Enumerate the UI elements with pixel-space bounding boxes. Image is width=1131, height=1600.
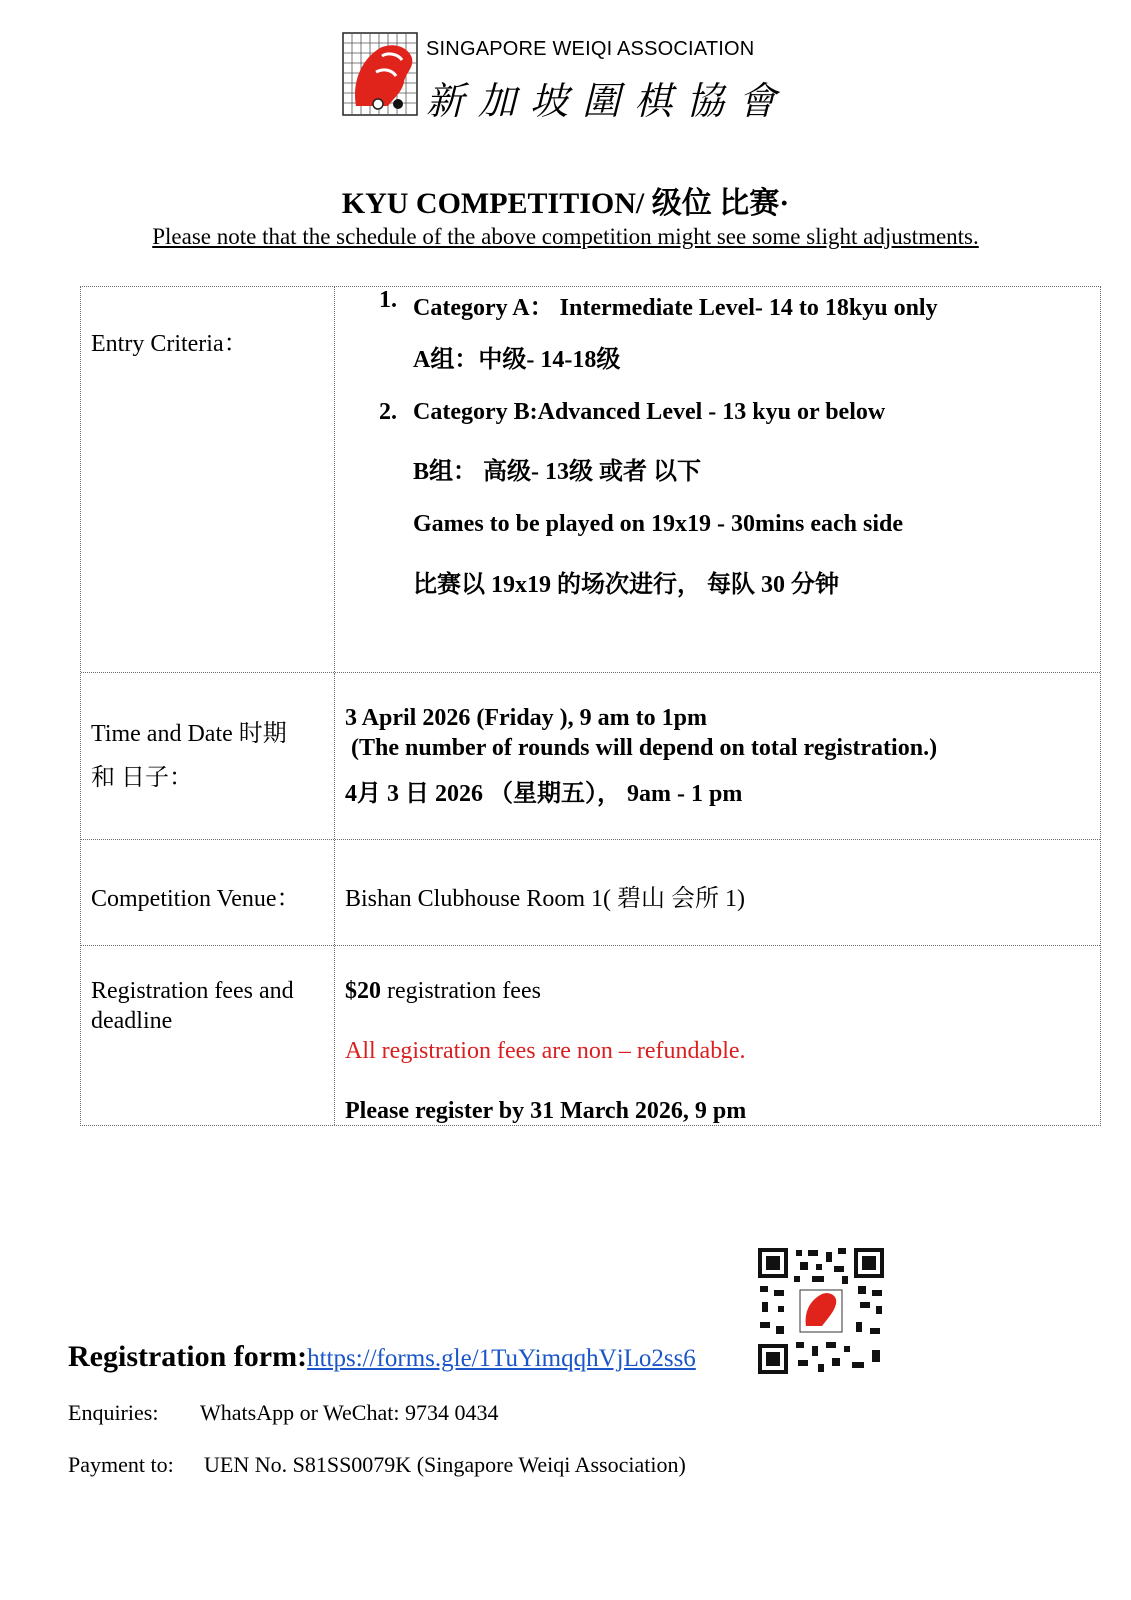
fee-amount-line: [345, 978, 541, 1005]
category-b-number: 2.: [379, 399, 397, 425]
event-date-time: 3 April 2026 (Friday ), 9 am to 1pm: [345, 705, 707, 731]
event-date-time-zh: 4月 3 日 2026 （星期五）， 9am - 1 pm: [345, 781, 743, 807]
registration-form-link[interactable]: https://forms.gle/1TuYimqqhVjLo2ss6: [307, 1345, 696, 1372]
entry-criteria-label-cell: [81, 287, 335, 672]
enquiries-label: Enquiries:: [68, 1400, 159, 1425]
category-a-text-zh: A组：中级- 14-18级: [413, 347, 621, 373]
venue-value-cell: [335, 840, 1100, 945]
enquiries-line: [68, 1400, 499, 1426]
payment-line: [68, 1452, 686, 1478]
venue-label-cell: [81, 840, 335, 945]
entry-criteria-label: Entry Criteria：: [91, 331, 248, 357]
category-a-number: 1.: [379, 287, 397, 313]
association-name-en: SINGAPORE WEIQI ASSOCIATION: [426, 38, 755, 60]
entry-criteria-row: [81, 287, 1100, 672]
time-date-row: [81, 672, 1100, 839]
fee-amount-suffix: registration fees: [381, 978, 541, 1004]
payment-value: UEN No. S81SS0079K (Singapore Weiqi Association): [204, 1452, 686, 1477]
registration-deadline: Please register by 31 March 2026, 9 pm: [345, 1098, 747, 1124]
schedule-note: Please note that the schedule of the above competition might see some slight adjustments.: [152, 224, 979, 249]
non-refundable-note: All registration fees are non – refundable.: [345, 1038, 746, 1064]
games-format-text-zh: 比赛以 19x19 的场次进行， 每队 30 分钟: [413, 572, 839, 598]
fees-label-line1: Registration fees and: [91, 978, 294, 1004]
time-date-label-cell: [81, 673, 335, 839]
registration-line: [68, 1340, 696, 1374]
time-date-label-line2: 和 日子：: [91, 765, 193, 791]
entry-criteria-value-cell: [335, 287, 1100, 672]
association-name-zh: 新加坡圍棋協會: [426, 79, 791, 123]
fee-amount: $20: [345, 978, 381, 1004]
category-b-text-zh: B组： 高级- 13级 或者 以下: [413, 459, 701, 485]
category-b-text: Category B:Advanced Level - 13 kyu or below: [413, 399, 886, 425]
fees-row: [81, 945, 1100, 1125]
fees-value-cell: [335, 946, 1100, 1125]
info-table: [80, 286, 1101, 1126]
venue-row: [81, 839, 1100, 945]
payment-label: Payment to:: [68, 1452, 174, 1477]
page-title: KYU COMPETITION/ 级位 比赛·: [341, 187, 790, 220]
registration-label: Registration form:: [68, 1340, 308, 1373]
fees-label-line2: deadline: [91, 1008, 173, 1034]
fees-label-cell: [81, 946, 335, 1125]
venue-value: Bishan Clubhouse Room 1( 碧山 会所 1): [345, 886, 745, 912]
qr-code-icon[interactable]: [756, 1246, 886, 1376]
rounds-note: (The number of rounds will depend on total registration.): [345, 735, 938, 761]
venue-label: Competition Venue：: [91, 886, 301, 912]
association-logo: [342, 32, 791, 123]
enquiries-value: WhatsApp or WeChat: 9734 0434: [200, 1400, 499, 1425]
time-date-label-line1: Time and Date 时期: [91, 721, 287, 747]
lion-logo-icon: [342, 32, 418, 116]
time-date-value-cell: [335, 673, 1100, 839]
games-format-text: Games to be played on 19x19 - 30mins each side: [413, 511, 904, 537]
category-a-text: Category A： Intermediate Level- 14 to 18kyu only: [413, 295, 938, 321]
